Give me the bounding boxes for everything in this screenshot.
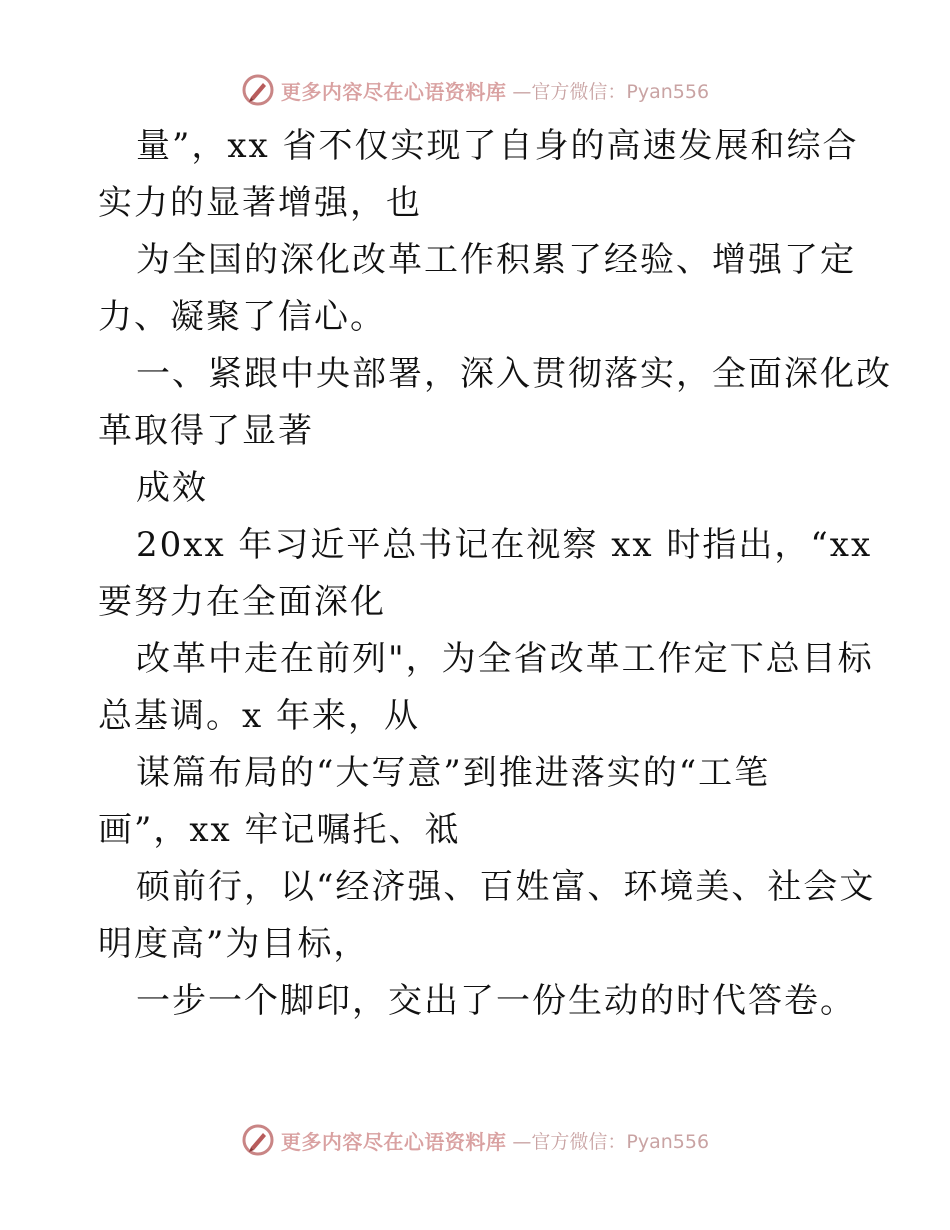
section-heading-line: 成效 (136, 468, 208, 508)
text-line: 谋篇布局的“大写意”到推进落实的“工笔 (136, 753, 771, 793)
text-line: 要努力在全面深化 (98, 582, 386, 622)
document-body (98, 118, 892, 1030)
watermark-contact: —官方微信：Pyan556 (512, 1130, 710, 1153)
pen-logo-icon (241, 1123, 275, 1157)
watermark-text: 更多内容尽在心语资料库 (280, 79, 507, 104)
watermark-text: 更多内容尽在心语资料库 (280, 1129, 507, 1154)
pen-logo-icon (241, 73, 275, 107)
text-line: 一步一个脚印，交出了一份生动的时代答卷。 (136, 981, 856, 1021)
section-heading-line: 革取得了显著 (98, 411, 314, 451)
text-line: 明度高”为目标， (98, 924, 370, 964)
text-line: 力、凝聚了信心。 (98, 297, 386, 337)
watermark-contact: —官方微信：Pyan556 (512, 80, 710, 103)
text-line: 总基调。x 年来，从 (98, 696, 420, 736)
text-line: 画”，xx 牢记嘱托、祗 (98, 810, 461, 850)
text-line: 硕前行，以“经济强、百姓富、环境美、社会文 (136, 867, 876, 907)
text-line: 20xx 年习近平总书记在视察 xx 时指出，“xx (136, 525, 873, 565)
text-line: 为全国的深化改革工作积累了经验、增强了定 (136, 240, 856, 280)
header-watermark (0, 70, 950, 110)
text-line: 改革中走在前列"，为全省改革工作定下总目标 (136, 639, 874, 679)
text-line: 实力的显著增强，也 (98, 183, 422, 223)
footer-watermark (0, 1120, 950, 1160)
section-heading-line: 一、紧跟中央部署，深入贯彻落实，全面深化改 (136, 354, 892, 394)
text-line: 量”，xx 省不仅实现了自身的高速发展和综合 (136, 126, 859, 166)
